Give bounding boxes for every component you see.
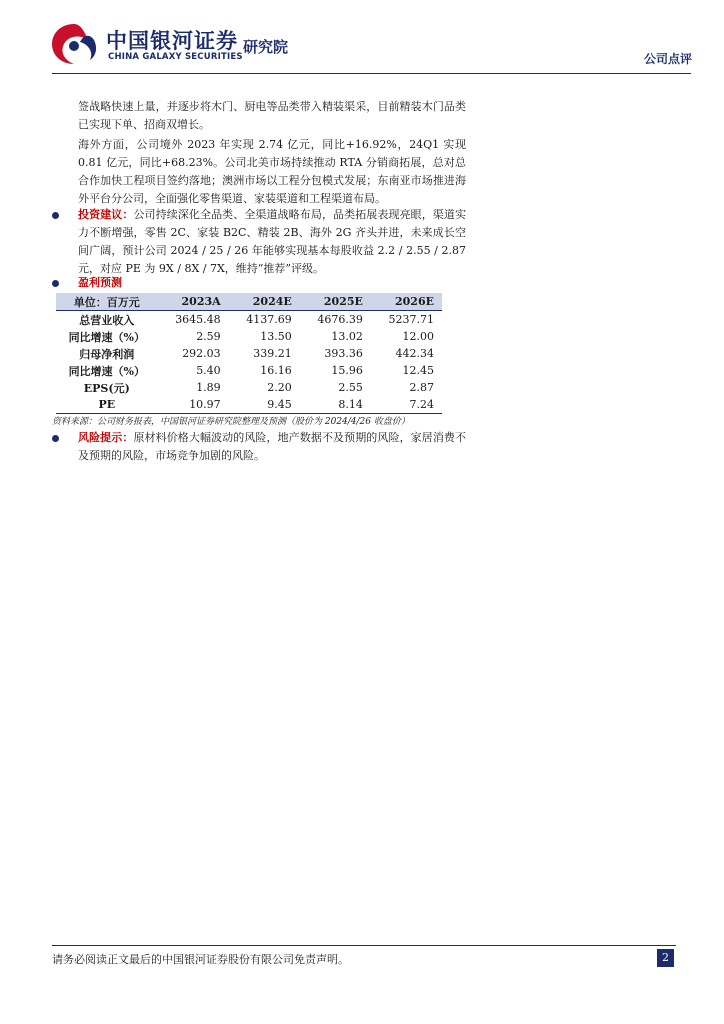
table-cell: 2.55 xyxy=(338,381,363,394)
investment-advice-body: 公司持续深化全品类、全渠道战略布局，品类拓展表现亮眼，渠道实力不断增强，零售 2C、家装 B2C、精装 2B、海外 2G 齐头并进，未来成长空间广阔，预计公司 2024 / 25 / 26 年能够实现基本每股收益 2.2 / 2.55 / 2.87 元，对应 PE 为 9X / 8X / 7X，维持“推荐”评级。 xyxy=(78,208,467,275)
table-cell: 4676.39 xyxy=(317,313,363,326)
bullet-icon xyxy=(52,280,59,287)
row-label: 归母净利润 xyxy=(79,347,135,361)
galaxy-logo-icon xyxy=(50,22,98,66)
table-row xyxy=(56,396,442,414)
risk-warning-label: 风险提示： xyxy=(78,431,134,444)
table-cell: 12.45 xyxy=(402,364,434,377)
table-cell: 1.89 xyxy=(196,381,221,394)
bullet-icon xyxy=(52,435,59,442)
table-cell: 5237.71 xyxy=(388,313,434,326)
earnings-forecast-label: 盈利预测 xyxy=(78,276,122,289)
table-row xyxy=(56,345,442,362)
table-cell: 8.14 xyxy=(338,398,363,411)
paragraph-overseas: 海外方面，公司境外 2023 年实现 2.74 亿元，同比+16.92%，24Q1 实现 0.81 亿元，同比+68.23%。公司北美市场持续推动 RTA 分销商拓展，总对总合作加快工程项目签约落地；澳洲市场以工程分包模式发展；东南亚市场推进海外平台分公司，全面强化零售渠道、家装渠道和工程渠道布局。 xyxy=(78,138,466,205)
page-header xyxy=(0,0,724,78)
footer-divider xyxy=(52,945,676,946)
column-header: 2024E xyxy=(229,293,300,311)
table-row xyxy=(56,362,442,379)
column-header: 2026E xyxy=(371,293,442,311)
table-cell: 2.59 xyxy=(196,330,221,343)
bullet-icon xyxy=(52,212,59,219)
table-cell: 393.36 xyxy=(324,347,363,360)
risk-warning-body: 原材料价格大幅波动的风险，地产数据不及预期的风险，家居消费不及预期的风险，市场竞争加剧的风险。 xyxy=(78,431,467,462)
table-cell: 13.02 xyxy=(331,330,363,343)
investment-advice-text xyxy=(78,206,466,278)
footer-disclaimer: 请务必阅读正文最后的中国银河证券股份有限公司免责声明。 xyxy=(52,953,349,966)
brand-name-en: CHINA GALAXY SECURITIES xyxy=(108,52,243,62)
table-cell: 2.87 xyxy=(409,381,434,394)
unit-header: 单位：百万元 xyxy=(56,293,158,311)
table-cell: 9.45 xyxy=(267,398,292,411)
table-cell: 292.03 xyxy=(182,347,221,360)
table-cell: 13.50 xyxy=(260,330,292,343)
paragraph-channel: 签战略快速上量，并逐步将木门、厨电等品类带入精装渠采，目前精装木门品类已实现下单、招商双增长。 xyxy=(78,100,466,131)
earnings-forecast-heading xyxy=(52,274,466,292)
table-cell: 5.40 xyxy=(196,364,221,377)
investment-advice xyxy=(52,206,466,278)
table-cell: 12.00 xyxy=(402,330,434,343)
table-cell: 442.34 xyxy=(395,347,434,360)
table-cell: 7.24 xyxy=(409,398,434,411)
table-source-note: 资料来源：公司财务报表，中国银河证券研究院整理及预测（股价为 2024/4/26 收盘价） xyxy=(52,417,410,427)
table-row xyxy=(56,328,442,345)
earnings-forecast-table xyxy=(56,293,442,414)
header-divider xyxy=(52,73,691,74)
risk-warning xyxy=(52,429,466,465)
table-cell: 16.16 xyxy=(260,364,292,377)
row-label: 总营业收入 xyxy=(79,313,135,327)
column-header: 2023A xyxy=(158,293,229,311)
risk-warning-text xyxy=(78,429,466,465)
table-cell: 339.21 xyxy=(253,347,292,360)
table-cell: 2.20 xyxy=(267,381,292,394)
table-cell: 3645.48 xyxy=(175,313,221,326)
row-label: PE xyxy=(98,398,116,411)
table-cell: 4137.69 xyxy=(246,313,292,326)
column-header: 2025E xyxy=(300,293,371,311)
row-label: EPS(元) xyxy=(83,381,130,395)
table-cell: 15.96 xyxy=(331,364,363,377)
table-cell: 10.97 xyxy=(189,398,221,411)
table-header-row xyxy=(56,293,442,311)
row-label: 同比增速（%） xyxy=(68,364,146,378)
table-row xyxy=(56,311,442,329)
table-row xyxy=(56,379,442,396)
brand-name-cn: 中国银河证券 xyxy=(106,29,238,53)
row-label: 同比增速（%） xyxy=(68,330,146,344)
report-type-label: 公司点评 xyxy=(643,52,692,66)
investment-advice-label: 投资建议： xyxy=(78,208,134,221)
department-label: 研究院 xyxy=(243,38,289,56)
page-number: 2 xyxy=(657,949,674,967)
